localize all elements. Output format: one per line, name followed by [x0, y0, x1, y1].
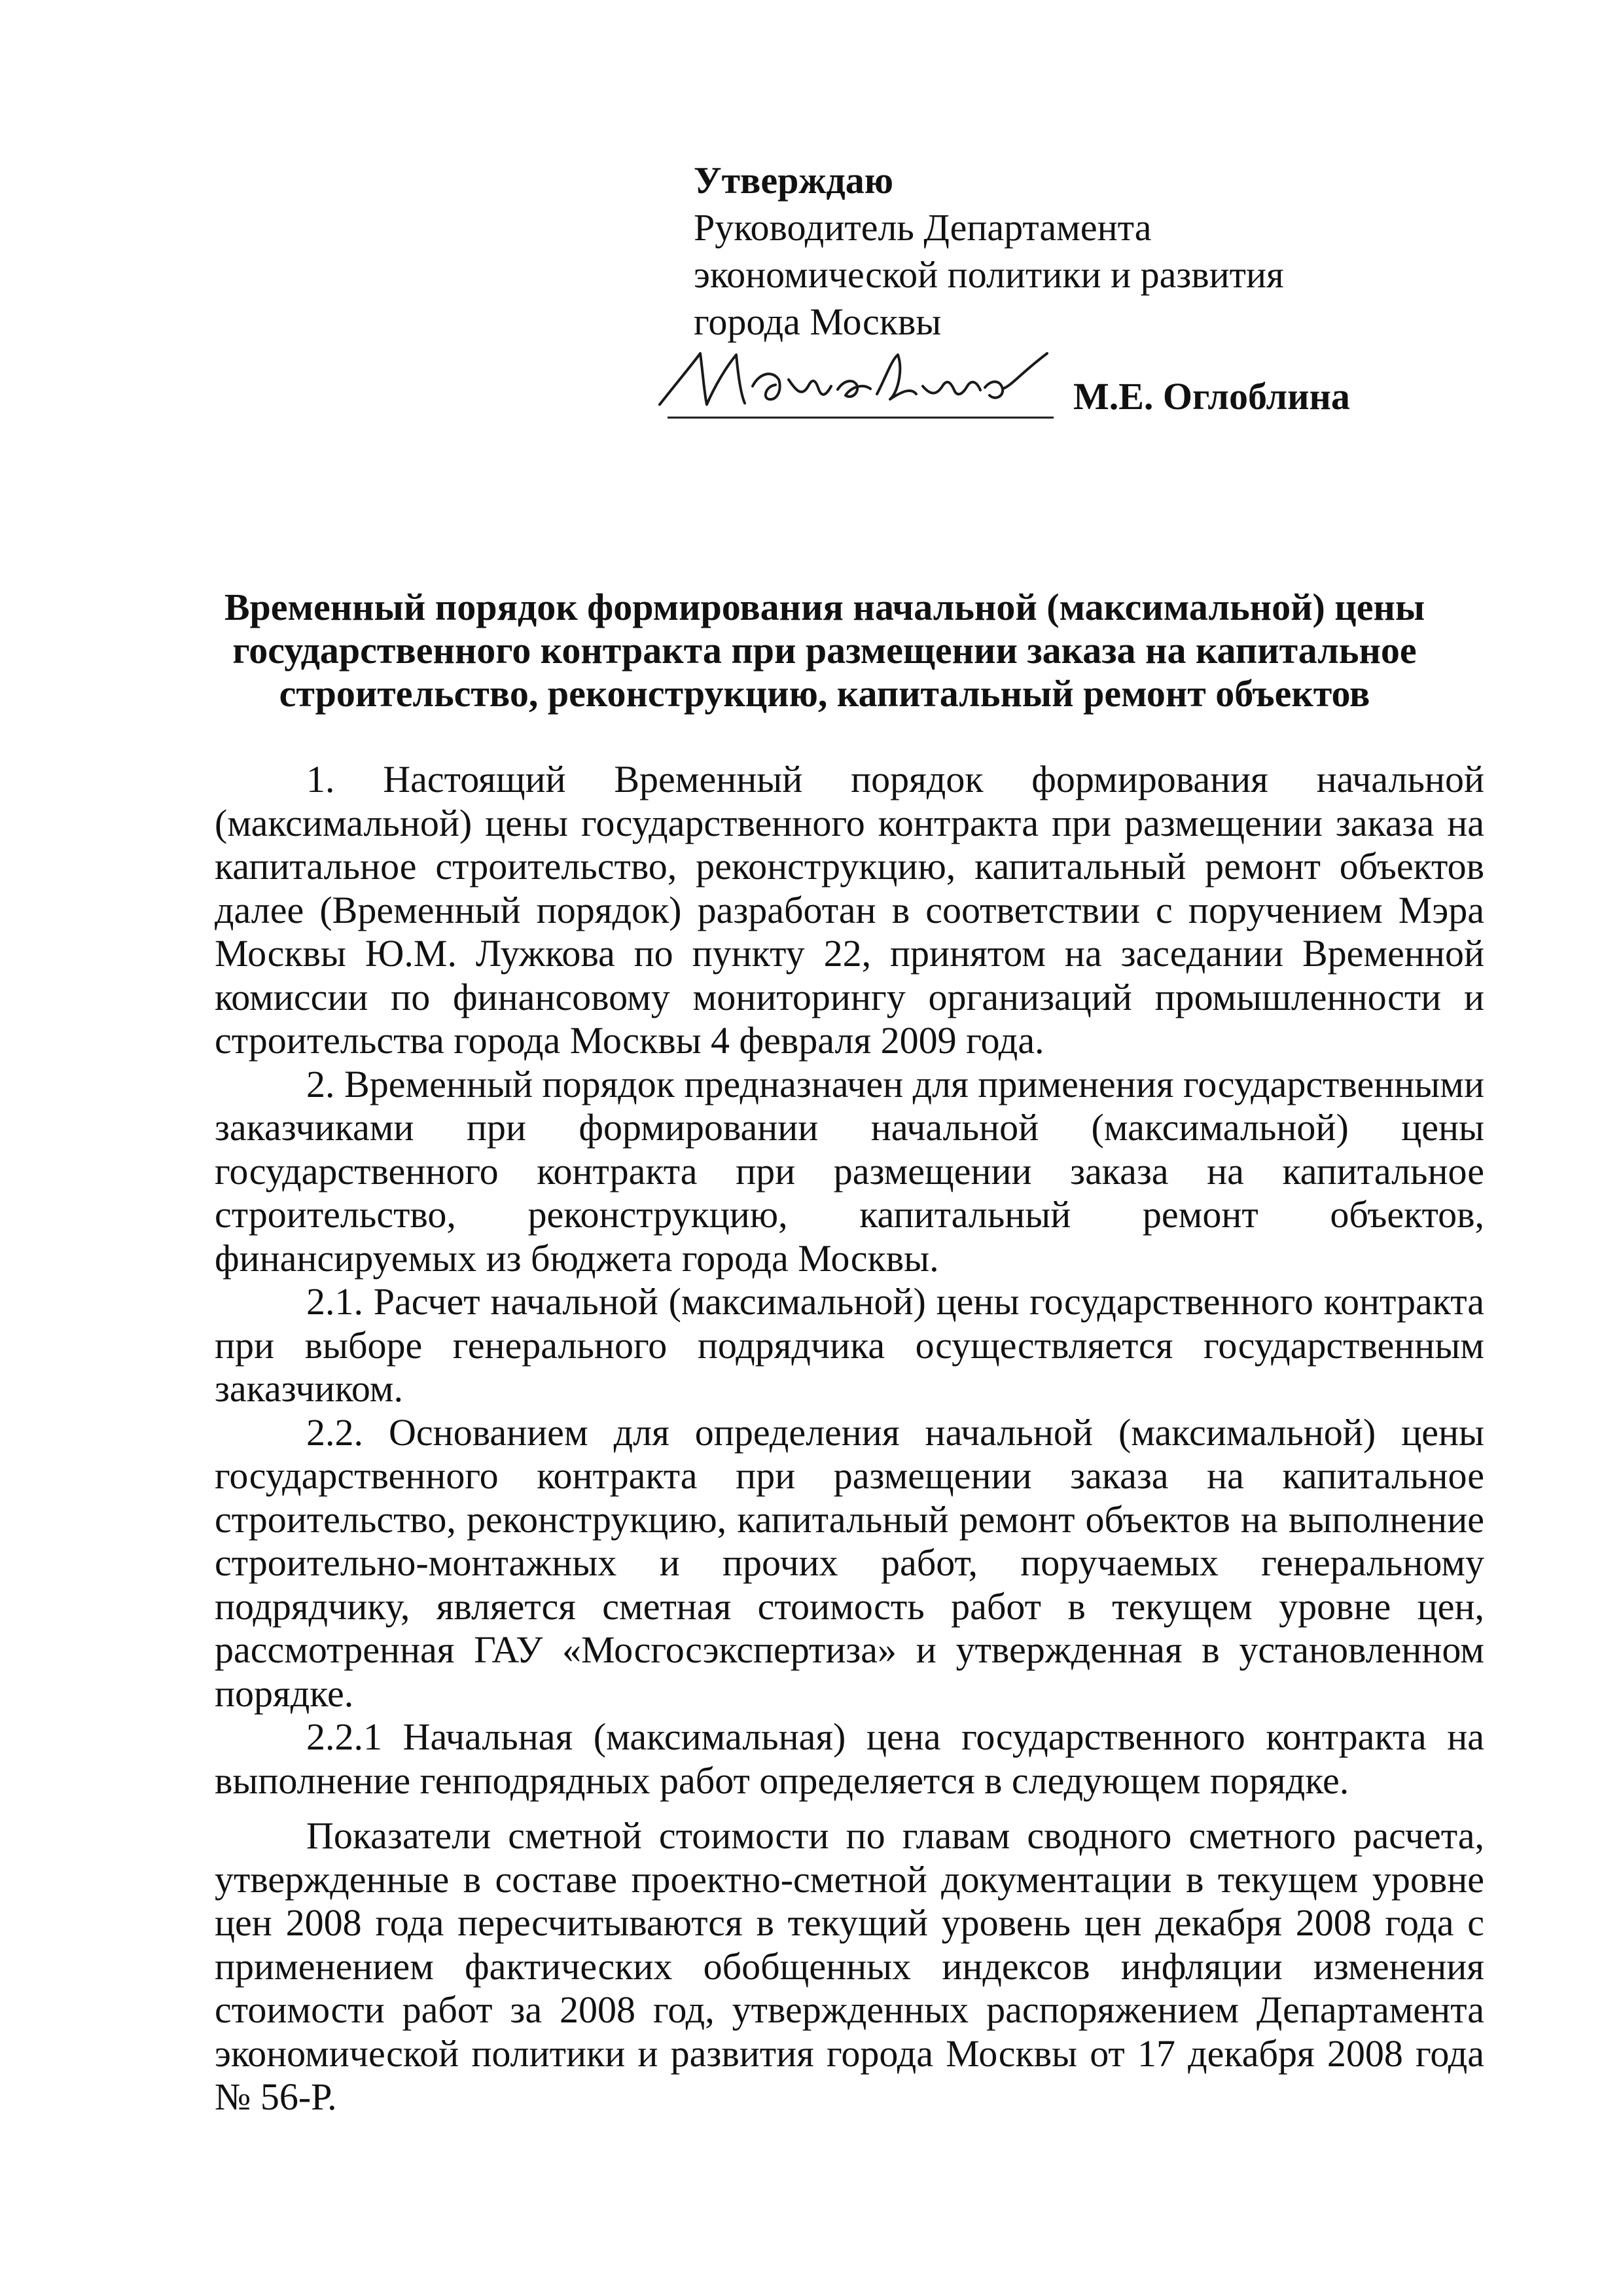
paragraph: 2.2. Основанием для определения начальной (максимальной) цены государственного контракта при размещении заказа на капитальное строительство, реконструкцию, капитальный ремонт объектов на выполнение строительно-монтажных и прочих работ, поручаемых генеральному подрядчику, является сметная стоимость работ в текущем уровне цен, рассмотренная ГАУ «Мосгосэкспертиза» и утвержденная в установленном порядке.	[215, 1410, 1484, 1715]
document-body	[215, 758, 1484, 2119]
approval-title: Утверждаю	[694, 159, 894, 202]
approval-block	[694, 157, 1518, 346]
paragraph: Показатели сметной стоимости по главам сводного сметного расчета, утвержденные в составе проектно-сметной документации в текущем уровне цен 2008 года пересчитываются в текущий уровень цен декабря 2008 года с применением фактических обобщенных индексов инфляции изменения стоимости работ за 2008 год, утвержденных распоряжением Департамента экономической политики и развития города Москвы от 17 декабря 2008 года № 56-Р.	[215, 1814, 1484, 2118]
approval-position-line: Руководитель Департамента	[694, 206, 1152, 249]
paragraph: 2.2.1 Начальная (максимальная) цена государственного контракта на выполнение генподрядных работ определяется в следующем порядке.	[215, 1715, 1484, 1802]
paragraph: 1. Настоящий Временный порядок формирования начальной (максимальной) цены государственного контракта при размещении заказа на капитальное строительство, реконструкцию, капитальный ремонт объектов далее (Временный порядок) разработан в соответствии с поручением Мэра Москвы Ю.М. Лужкова по пункту 22, принятом на заседании Временной комиссии по финансовому мониторингу организаций промышленности и строительства города Москвы 4 февраля 2009 года.	[215, 758, 1484, 1062]
document-title: Временный порядок формирования начальной (максимальной) цены государственного контракта при размещении заказа на капитальное строительство, реконструкцию, капитальный ремонт объектов	[224, 586, 1425, 715]
approval-position-line: экономической политики и развития	[694, 253, 1284, 296]
paragraph: 2.1. Расчет начальной (максимальной) цены государственного контракта при выборе генерального подрядчика осуществляется государственным заказчиком.	[215, 1280, 1484, 1410]
signature-row	[654, 340, 1505, 425]
approval-position-line: города Москвы	[694, 300, 942, 343]
paragraph: 2. Временный порядок предназначен для применения государственными заказчиками при формировании начальной (максимальной) цены государственного контракта при размещении заказа на капитальное строительство, реконструкцию, капитальный ремонт объектов, финансируемых из бюджета города Москвы.	[215, 1062, 1484, 1280]
handwritten-signature	[654, 340, 1060, 425]
signer-name: М.Е. Оглоблина	[1073, 375, 1350, 418]
